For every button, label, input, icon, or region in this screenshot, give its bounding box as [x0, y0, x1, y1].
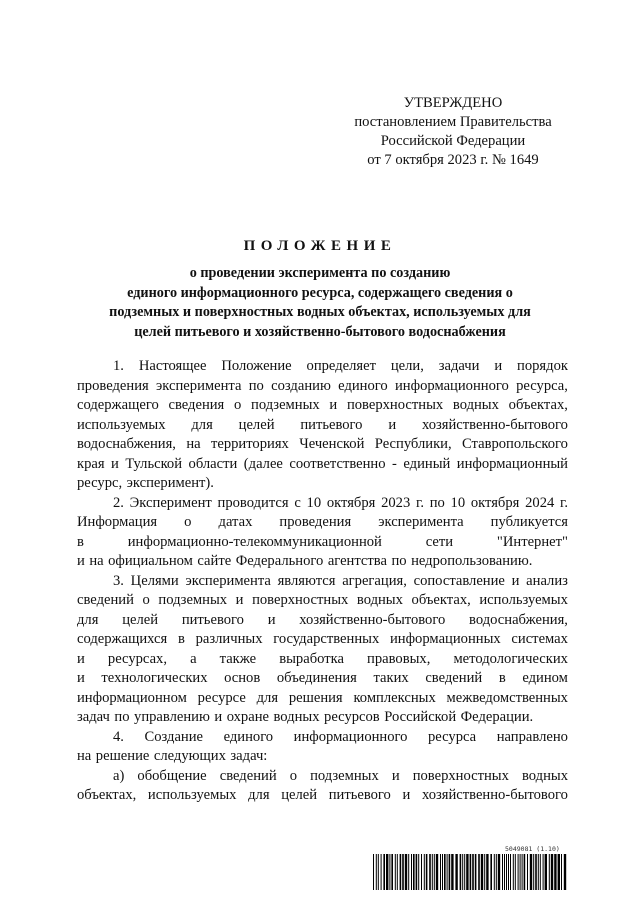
text-line [77, 591, 568, 611]
barcode-bar [490, 854, 492, 890]
text-line [77, 396, 568, 416]
barcode-bar [378, 854, 379, 890]
text-line [77, 747, 568, 767]
barcode-bar [418, 854, 419, 890]
word: 1. [113, 358, 124, 374]
word: объектах, [411, 592, 471, 608]
word: объектах, [508, 397, 568, 413]
word: подземных [158, 592, 228, 608]
barcode-bar [543, 854, 544, 890]
word: на [186, 436, 201, 452]
word: в [498, 670, 506, 686]
word: эксперимента [156, 377, 242, 394]
barcode-bar [373, 854, 374, 890]
word: поверхностных [412, 767, 509, 784]
barcode-bar [455, 854, 457, 890]
barcode-bar [397, 854, 398, 890]
word: выработка [279, 650, 344, 667]
word: являются [277, 572, 336, 589]
word: 10 [450, 494, 466, 511]
word: питьевого [181, 611, 244, 628]
barcode-bar [564, 854, 566, 890]
word: г. [415, 494, 424, 511]
word: определяет [306, 358, 376, 374]
text-line [77, 611, 568, 631]
word: Тульской [125, 455, 183, 472]
barcode-bar [413, 854, 415, 890]
paragraph-2 [77, 494, 568, 572]
word: проведения [279, 514, 352, 530]
text-line [77, 533, 568, 553]
word: о [289, 767, 297, 784]
word: сведений [77, 592, 134, 608]
barcode-bar [466, 854, 468, 890]
barcode-bar [554, 854, 556, 890]
word: по [429, 494, 445, 511]
word: и [391, 767, 400, 784]
word: эксперимент). [126, 475, 214, 491]
word: содержащего [77, 397, 159, 413]
word: целей [122, 611, 159, 628]
barcode-bar [527, 854, 528, 890]
word: Федерального [235, 553, 324, 569]
word: различных [195, 631, 263, 647]
word: территориях [210, 436, 289, 452]
barcode-bar [381, 854, 382, 890]
word: (далее [243, 455, 283, 472]
word: содержащихся [77, 631, 168, 647]
approval-line-1: постановлением Правительства [354, 114, 552, 130]
text-line [77, 669, 568, 689]
word: питьевого [328, 787, 391, 803]
word: и [511, 572, 520, 589]
text-line [77, 435, 568, 455]
word: и [77, 553, 85, 569]
word: Чеченской [299, 436, 365, 452]
barcode-bar [440, 854, 441, 890]
barcode-bar [496, 854, 497, 890]
word: сведения [168, 397, 225, 413]
barcode-bar [442, 854, 443, 890]
word: Российской [384, 709, 457, 725]
text-line [77, 513, 568, 533]
word: и [111, 455, 119, 472]
barcode-bar [447, 854, 448, 890]
word: задач [77, 709, 110, 725]
word: по [391, 553, 407, 569]
barcode-bar [451, 854, 453, 890]
text-line [77, 494, 568, 514]
word: сведений [219, 767, 277, 784]
word: системах [511, 631, 568, 647]
word: ресурсе [197, 689, 246, 706]
word: водоснабжения, [77, 436, 176, 452]
word: Настоящее [138, 358, 207, 374]
text-line [77, 357, 568, 377]
word: информационном [77, 689, 187, 706]
barcode-bar [549, 854, 550, 890]
barcode-bar [464, 854, 465, 890]
word: задачи [438, 358, 480, 374]
word: официальном [108, 553, 193, 569]
word: 10 [306, 494, 322, 511]
word: поверхностных [252, 592, 349, 608]
word: единого [338, 377, 388, 394]
word: по [248, 377, 264, 394]
barcode-bar [402, 854, 404, 890]
word: Федерации. [460, 709, 534, 725]
word: и [329, 397, 338, 413]
barcode-bar [520, 854, 521, 890]
word: а [190, 650, 197, 667]
word: методологических [453, 650, 568, 667]
barcode-bar [411, 854, 412, 890]
barcode-bar [498, 854, 500, 890]
approval-block [348, 94, 558, 170]
barcode-bar [504, 854, 505, 890]
word: проводится [217, 494, 289, 511]
word: подземных [251, 397, 320, 413]
word: и [77, 650, 85, 667]
word: Информация [77, 514, 158, 530]
text-line [77, 455, 568, 475]
word: агрегация, [342, 572, 407, 589]
word: информационно-телекоммуникационной [127, 533, 382, 550]
word: Ставропольского [462, 436, 568, 452]
barcode-bar [513, 854, 514, 890]
word: и [214, 709, 223, 725]
word: обобщение [137, 767, 207, 784]
word: хозяйственно-бытового [299, 611, 446, 628]
word: анализ [526, 572, 568, 589]
word: проведения [77, 377, 149, 394]
word: информационных [389, 631, 501, 647]
barcode-bar [389, 854, 390, 890]
word: используемых [479, 592, 568, 608]
barcode-bar [508, 854, 509, 890]
text-line [77, 630, 568, 650]
word: сайте [197, 553, 232, 569]
word: на [89, 553, 104, 569]
word: датах [218, 514, 253, 530]
subtitle-line: единого информационного ресурса, содержащего сведения о [127, 284, 513, 301]
word: комплексных [353, 689, 436, 706]
barcode-bar [518, 854, 519, 890]
word: созданию [271, 377, 331, 394]
text-line [77, 650, 568, 670]
word: г. [560, 494, 568, 511]
word: объединения [276, 670, 357, 686]
barcode-bar [561, 854, 562, 890]
word: питьевого [300, 416, 363, 433]
word: охране [226, 709, 269, 725]
word: цели, [390, 358, 424, 374]
barcode-bar [395, 854, 396, 890]
word: водных [356, 592, 403, 608]
word: октября [326, 494, 376, 511]
barcode-bar [383, 854, 385, 890]
word: объектах, [77, 787, 137, 803]
word: ресурсов [324, 709, 380, 725]
barcode-bar [400, 854, 402, 890]
barcode-bar [551, 854, 553, 890]
text-line [77, 474, 568, 494]
word: информационный [456, 455, 568, 472]
barcode-bar [515, 854, 516, 890]
text-line [77, 552, 568, 572]
barcode-bar [405, 854, 407, 890]
barcode-bar [408, 854, 409, 890]
barcode-bar [540, 854, 541, 890]
subtitle-line: целей питьевого и хозяйственно-бытового водоснабжения [134, 323, 506, 340]
barcode-bar [538, 854, 539, 890]
word: - [392, 455, 397, 472]
word: Эксперимент [129, 494, 212, 511]
text-line [77, 728, 568, 748]
word: 2023 [381, 494, 411, 511]
paragraph-1 [77, 357, 568, 494]
barcode-bar [434, 854, 435, 890]
word: октября [470, 494, 520, 511]
barcode-bar [494, 854, 495, 890]
barcode-bar [475, 854, 477, 890]
word: подземных [310, 767, 379, 784]
approval-line-2: Российской Федерации [380, 133, 526, 149]
word: о [142, 592, 150, 608]
word: едином [522, 670, 568, 686]
word: целей [281, 787, 318, 803]
text-line [77, 708, 568, 728]
word: для [191, 416, 213, 433]
word: 2024 [525, 494, 555, 511]
paragraph-4 [77, 728, 568, 767]
word: порядок [517, 358, 568, 374]
text-line [77, 786, 568, 806]
barcode-bar [506, 854, 507, 890]
word: и [235, 592, 244, 608]
word: информационного [395, 377, 509, 394]
word: сопоставление [413, 572, 505, 589]
barcode-bar [391, 854, 393, 890]
document-title: ПОЛОЖЕНИЕ [243, 238, 397, 254]
approval-line-3: от 7 октября 2023 г. № 1649 [367, 152, 539, 168]
word: и [267, 611, 276, 628]
word: решения [288, 689, 343, 706]
word: 3. [113, 572, 124, 589]
word: для [256, 689, 279, 706]
barcode-bar [524, 854, 526, 890]
word: единый [403, 455, 451, 472]
barcode-bar [444, 854, 446, 890]
word: сведений [425, 670, 483, 686]
paragraph-3 [77, 572, 568, 728]
barcode-bar [426, 854, 428, 890]
word: о [234, 397, 242, 413]
barcode-bar [424, 854, 425, 890]
word: следующих [153, 748, 226, 764]
word: водоснабжения, [469, 611, 568, 628]
text-line [77, 572, 568, 592]
barcode-bar [510, 854, 511, 890]
word: и [402, 787, 411, 803]
barcode-bar [421, 854, 422, 890]
word: в [177, 631, 185, 647]
barcode-bar [432, 854, 433, 890]
word: агентства [327, 553, 387, 569]
word: государственных [273, 631, 380, 647]
word: 4. [113, 728, 124, 745]
word: используемых [77, 416, 166, 433]
word: и [77, 670, 85, 686]
word: эксперимента [378, 514, 464, 530]
barcode-bar [416, 854, 418, 890]
word: края [77, 455, 105, 472]
word: и [494, 358, 503, 374]
word: для [77, 611, 99, 628]
text-line [77, 689, 568, 709]
barcode-bar [472, 854, 474, 890]
barcode-bar [486, 854, 488, 890]
word: водных [273, 709, 320, 725]
word: управлению [134, 709, 210, 725]
word: Целями [130, 572, 179, 589]
barcode-bar [462, 854, 463, 890]
word: хозяйственно-бытового [421, 416, 568, 433]
word: по [114, 709, 130, 725]
word: используемых [147, 787, 237, 803]
barcode-bar [530, 854, 532, 890]
word: правовых, [367, 650, 431, 667]
word: публикуется [490, 514, 568, 530]
word: хозяйственно-бытового [421, 787, 568, 803]
word: водных [521, 767, 568, 784]
barcode-bar [558, 854, 560, 890]
word: основ [224, 670, 261, 686]
word: поверхностных [346, 397, 444, 413]
word: с [294, 494, 301, 511]
barcode-bar [484, 854, 485, 890]
word: 2. [113, 494, 124, 511]
word: Создание [144, 728, 204, 745]
word: "Интернет" [496, 533, 568, 550]
word: а) [113, 767, 125, 784]
barcode-bar [460, 854, 462, 890]
paragraph-4a [77, 767, 568, 806]
word: направлено [496, 728, 568, 745]
word: ресурсах, [107, 650, 167, 667]
document-body [77, 357, 568, 806]
word: таких [373, 670, 409, 686]
word: водных [452, 397, 499, 413]
word: Республики, [374, 436, 452, 452]
barcode-bar [533, 854, 534, 890]
document-subtitle [80, 264, 560, 342]
word: задач: [230, 748, 268, 764]
document-code: 5049081 (1.10) [505, 845, 560, 853]
subtitle-line: подземных и поверхностных водных объектах, используемых для [109, 304, 531, 320]
approval-heading: УТВЕРЖДЕНО [403, 95, 503, 111]
word: соответственно [289, 455, 386, 472]
barcode-bar [478, 854, 480, 890]
word: целей [238, 416, 275, 433]
barcode-bar [522, 854, 523, 890]
text-line [77, 767, 568, 787]
word: информационного [293, 728, 408, 745]
barcode-bar [470, 854, 472, 890]
word: в [77, 533, 84, 550]
barcode-bar [545, 854, 547, 890]
barcode-bar [386, 854, 388, 890]
text-line [77, 416, 568, 436]
word: для [248, 787, 270, 803]
word: решение [95, 748, 150, 764]
subtitle-line: о проведении эксперимента по созданию [189, 265, 451, 281]
barcode-bar [535, 854, 537, 890]
word: также [219, 650, 257, 667]
text-line [77, 377, 568, 397]
word: сети [425, 533, 454, 550]
word: единого [223, 728, 274, 745]
word: и [388, 416, 397, 433]
word: ресурс, [77, 475, 123, 491]
word: эксперимента [185, 572, 271, 589]
barcode [373, 854, 568, 890]
barcode-bar [481, 854, 483, 890]
word: ресурса, [516, 377, 568, 394]
word: Положение [221, 358, 292, 374]
word: технологических [101, 670, 208, 686]
barcode-bar [502, 854, 503, 890]
word: недропользованию. [411, 553, 533, 569]
word: межведомственных [446, 689, 568, 706]
word: о [184, 514, 192, 530]
barcode-bar [449, 854, 451, 890]
word: области [188, 455, 238, 472]
barcode-bar [429, 854, 431, 890]
word: ресурса [428, 728, 477, 745]
word: на [77, 748, 92, 764]
barcode-bar [436, 854, 438, 890]
barcode-bar [376, 854, 377, 890]
